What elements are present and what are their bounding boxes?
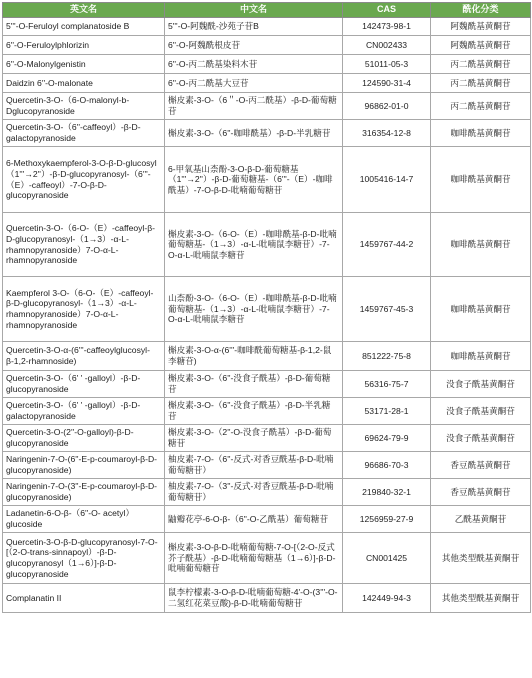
english-name-cell: Kaempferol 3-O-（6-O-（E）-caffeoyl-β-D-glucopyranosyl-（1→3）-α-L-rhamnopyranoside）7-O-α-L-rhamnopyranoside bbox=[3, 277, 165, 342]
table-row bbox=[3, 506, 531, 533]
chinese-name-cell: 6-甲氧基山柰酚-3-O-β-D-葡萄糖基（1'''→2''）-β-D-葡萄糖基-（6'''-（E）-咖啡酰基）-7-O-β-D-吡喃葡萄糖苷 bbox=[165, 147, 343, 213]
acylation-class-cell: 丙二酰基黄酮苷 bbox=[431, 74, 531, 93]
cas-cell: 96862-01-0 bbox=[343, 93, 431, 120]
header-chinese-name: 中文名 bbox=[165, 3, 343, 18]
header-acylation-class: 酰化分类 bbox=[431, 3, 531, 18]
acylation-class-cell: 香豆酰基黄酮苷 bbox=[431, 479, 531, 506]
cas-cell: CN002433 bbox=[343, 36, 431, 55]
table-row bbox=[3, 479, 531, 506]
chinese-name-cell: 槲皮素-3-O-（2''-O-没食子酰基）-β-D-葡萄糖苷 bbox=[165, 425, 343, 452]
table-row bbox=[3, 277, 531, 342]
chinese-name-cell: 鼬瓣花亭-6-O-β-（6''-O-乙酰基）葡萄糖苷 bbox=[165, 506, 343, 533]
table-row bbox=[3, 55, 531, 74]
acylation-class-cell: 其他类型酰基黄酮苷 bbox=[431, 533, 531, 584]
acylation-class-cell: 咖啡酰基黄酮苷 bbox=[431, 277, 531, 342]
english-name-cell: Naringenin-7-O-(3''-E-p-coumaroyl-β-D-glucopyranoside) bbox=[3, 479, 165, 506]
english-name-cell: Naringenin-7-O-(6''-E-p-coumaroyl-β-D-glucopyranoside) bbox=[3, 452, 165, 479]
table-row bbox=[3, 452, 531, 479]
acylation-class-cell: 丙二酰基黄酮苷 bbox=[431, 93, 531, 120]
chinese-name-cell: 6''-O-丙二酰基大豆苷 bbox=[165, 74, 343, 93]
chinese-name-cell: 山柰酚-3-O-（6-O-（E）-咖啡酰基-β-D-吡喃葡萄糖基-（1→3）-α-L-吡喃鼠李糖苷）-7-O-α-L-吡喃鼠李糖苷 bbox=[165, 277, 343, 342]
cas-cell: 1005416-14-7 bbox=[343, 147, 431, 213]
cas-cell: 56316-75-7 bbox=[343, 371, 431, 398]
chinese-name-cell: 柚皮素-7-O-（6''-反式-对香豆酰基-β-D-吡喃葡萄糖苷） bbox=[165, 452, 343, 479]
cas-cell: 1256959-27-9 bbox=[343, 506, 431, 533]
chinese-name-cell: 6''-O-丙二酰基染料木苷 bbox=[165, 55, 343, 74]
english-name-cell: 5'''-O-Feruloyl complanatoside B bbox=[3, 18, 165, 36]
cas-cell: 96686-70-3 bbox=[343, 452, 431, 479]
english-name-cell: Quercetin-3-O-（6-O-（E）-caffeoyl-β-D-glucopyranosyl-（1→3）-α-L-rhamnopyranoside）7-O-α-L-rhamnopyranoside bbox=[3, 213, 165, 277]
english-name-cell: Quercetin-3-O-（6-O-malonyl-b-Dglucopyranoside bbox=[3, 93, 165, 120]
cas-cell: 851222-75-8 bbox=[343, 342, 431, 371]
acylation-class-cell: 咖啡酰基黄酮苷 bbox=[431, 147, 531, 213]
english-name-cell: Quercetin-3-O-（6' ' -galloyl）-β-D-galactopyranoside bbox=[3, 398, 165, 425]
english-name-cell: Quercetin-3-O-β-D-glucopyranosyl-7-O-[（2-O-trans-sinnapoyl）-β-D-glucopyranosyl（1→6）]-β-D-glucopyranoside bbox=[3, 533, 165, 584]
header-cas: CAS bbox=[343, 3, 431, 18]
acylation-class-cell: 丙二酰基黄酮苷 bbox=[431, 55, 531, 74]
chinese-name-cell: 柚皮素-7-O-（3''-反式-对香豆酰基-β-D-吡喃葡萄糖苷） bbox=[165, 479, 343, 506]
cas-cell: 53171-28-1 bbox=[343, 398, 431, 425]
table-header-row bbox=[3, 3, 531, 18]
acylation-class-cell: 乙酰基黄酮苷 bbox=[431, 506, 531, 533]
acylation-class-cell: 没食子酰基黄酮苷 bbox=[431, 371, 531, 398]
acylation-class-cell: 咖啡酰基黄酮苷 bbox=[431, 213, 531, 277]
table-row bbox=[3, 18, 531, 36]
acylation-class-cell: 没食子酰基黄酮苷 bbox=[431, 398, 531, 425]
table-row bbox=[3, 93, 531, 120]
chinese-name-cell: 槲皮素-3-O-α-(6'''-咖啡酰葡萄糖基-β-1,2-鼠李糖苷) bbox=[165, 342, 343, 371]
english-name-cell: 6''-O-Malonylgenistin bbox=[3, 55, 165, 74]
table-row bbox=[3, 533, 531, 584]
cas-cell: 142449-94-3 bbox=[343, 584, 431, 613]
table-row bbox=[3, 398, 531, 425]
header-english-name: 英文名 bbox=[3, 3, 165, 18]
chinese-name-cell: 槲皮素-3-O-（6＂-O-丙二酰基）-β-D-葡萄糖苷 bbox=[165, 93, 343, 120]
cas-cell: CN001425 bbox=[343, 533, 431, 584]
english-name-cell: Complanatin II bbox=[3, 584, 165, 613]
acylation-class-cell: 香豆酰基黄酮苷 bbox=[431, 452, 531, 479]
english-name-cell: 6''-O-Feruloylphlorizin bbox=[3, 36, 165, 55]
acylation-class-cell: 咖啡酰基黄酮苷 bbox=[431, 120, 531, 147]
table-row bbox=[3, 120, 531, 147]
english-name-cell: Quercetin-3-O-(2''-O-galloyl)-β-D-glucopyranoside bbox=[3, 425, 165, 452]
cas-cell: 1459767-45-3 bbox=[343, 277, 431, 342]
cas-cell: 142473-98-1 bbox=[343, 18, 431, 36]
acylation-class-cell: 其他类型酰基黄酮苷 bbox=[431, 584, 531, 613]
acylation-class-cell: 阿魏酰基黄酮苷 bbox=[431, 36, 531, 55]
chinese-name-cell: 槲皮素-3-O-（6''-没食子酰基）-β-D-葡萄糖苷 bbox=[165, 371, 343, 398]
chinese-name-cell: 槲皮素-3-O-（6''-咖啡酰基）-β-D-半乳糖苷 bbox=[165, 120, 343, 147]
acylation-class-cell: 没食子酰基黄酮苷 bbox=[431, 425, 531, 452]
chinese-name-cell: 鼠李柠檬素-3-O-β-D-吡喃葡萄糖-4'-O-(3'''-O-二氢红花菜豆酸)-β-D-吡喃葡萄糖苷 bbox=[165, 584, 343, 613]
cas-cell: 51011-05-3 bbox=[343, 55, 431, 74]
english-name-cell: 6-Methoxykaempferol-3-O-β-D-glucosyl（1'''→2''）-β-D-glucopyranosyl-（6'''-（E）-caffeoyl）-7-O-β-D-glucopyranoside bbox=[3, 147, 165, 213]
chinese-name-cell: 槲皮素-3-O-（6-O-（E）-咖啡酰基-β-D-吡喃葡萄糖基-（1→3）-α-L-吡喃鼠李糖苷）-7-O-α-L-吡喃鼠李糖苷 bbox=[165, 213, 343, 277]
table-row bbox=[3, 147, 531, 213]
english-name-cell: Quercetin-3-O-（6''-caffeoyl）-β-D-galactopyranoside bbox=[3, 120, 165, 147]
table-row bbox=[3, 213, 531, 277]
cas-cell: 219840-32-1 bbox=[343, 479, 431, 506]
acylation-class-cell: 咖啡酰基黄酮苷 bbox=[431, 342, 531, 371]
chinese-name-cell: 槲皮素-3-O-β-D-吡喃葡萄糖-7-O-[（2-O-反式芥子酰基）-β-D-吡喃葡萄糖基（1→6）]-β-D-吡喃葡萄糖苷 bbox=[165, 533, 343, 584]
cas-cell: 69624-79-9 bbox=[343, 425, 431, 452]
table-row bbox=[3, 584, 531, 613]
chinese-name-cell: 槲皮素-3-O-（6''-没食子酰基）-β-D-半乳糖苷 bbox=[165, 398, 343, 425]
table-row bbox=[3, 74, 531, 93]
cas-cell: 124590-31-4 bbox=[343, 74, 431, 93]
table-row bbox=[3, 342, 531, 371]
acylation-class-cell: 阿魏酰基黄酮苷 bbox=[431, 18, 531, 36]
acyl-flavonoid-glycoside-table bbox=[2, 2, 531, 613]
cas-cell: 316354-12-8 bbox=[343, 120, 431, 147]
english-name-cell: Quercetin-3-O-（6' ' -galloyl）-β-D-glucopyranoside bbox=[3, 371, 165, 398]
table-row bbox=[3, 371, 531, 398]
cas-cell: 1459767-44-2 bbox=[343, 213, 431, 277]
english-name-cell: Quercetin-3-O-α-(6'''-caffeoylglucosyl-β-1,2-rhamnoside) bbox=[3, 342, 165, 371]
table-row bbox=[3, 36, 531, 55]
chinese-name-cell: 6''-O-阿魏酰根皮苷 bbox=[165, 36, 343, 55]
english-name-cell: Daidzin 6''-O-malonate bbox=[3, 74, 165, 93]
english-name-cell: Ladanetin-6-O-β-（6''-O- acetyl）glucoside bbox=[3, 506, 165, 533]
table-row bbox=[3, 425, 531, 452]
chinese-name-cell: 5'''-O-阿魏酰-沙苑子苷B bbox=[165, 18, 343, 36]
